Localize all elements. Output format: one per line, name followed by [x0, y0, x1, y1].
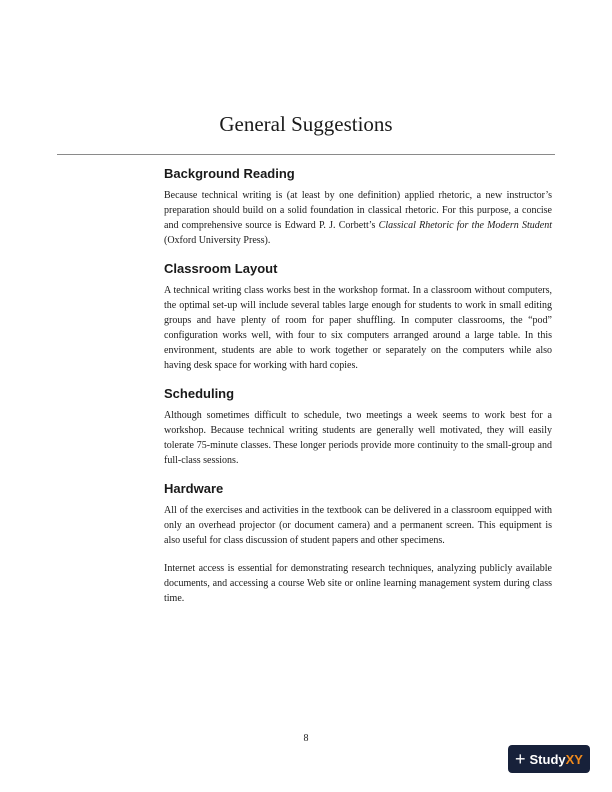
paragraph: A technical writing class works best in the workshop format. In a classroom without computers, the optimal set-up will include several tables large enough for students to work in small editing groups and have plenty of room for paper shuffling. In computer classrooms, the “pod” configuration works well, with four to six computers arranged around a large table. In this environment, students are able to work together or separately on the computers while also having desk space for working with hard copies. — [164, 285, 552, 371]
section-heading: Hardware — [164, 481, 224, 496]
studyxy-badge[interactable] — [508, 745, 590, 773]
paragraph: Although sometimes difficult to schedule, two meetings a week seems to work best for a workshop. Because technical writing students are generally well motivated, they will easily tolerate 75-minute classes. These longer periods provide more continuity to the small-group and full-class sessions. — [164, 410, 552, 466]
brand-name: Study — [529, 751, 566, 767]
paragraph-text: Because technical writing is (at least by one definition) applied rhetoric, a new instructor’s preparation should build on a solid foundation in classical rhetoric. For this purpose, a concise and comprehensive source is Edward P. J. Corbett’s — [164, 190, 552, 231]
book-title: Classical Rhetoric for the Modern Student — [378, 220, 552, 231]
plus-icon: + — [515, 749, 526, 769]
page-number: 8 — [303, 733, 309, 744]
paragraph: All of the exercises and activities in the textbook can be delivered in a classroom equipped with only an overhead projector (or document camera) and a permanent screen. This equipment is also useful for class discussion of student papers and other specimens. — [164, 505, 552, 546]
section-heading: Background Reading — [164, 166, 295, 181]
title-divider — [57, 154, 555, 155]
section-scheduling — [164, 386, 552, 468]
section-background-reading — [164, 166, 552, 248]
page-title: General Suggestions — [219, 112, 393, 136]
paragraph: Internet access is essential for demonstrating research techniques, analyzing publicly available documents, and accessing a course Web site or online learning management system during class time. — [164, 563, 552, 604]
section-hardware — [164, 481, 552, 606]
section-heading: Scheduling — [164, 386, 235, 401]
section-heading: Classroom Layout — [164, 261, 278, 276]
section-classroom-layout — [164, 261, 552, 373]
paragraph-text: (Oxford University Press). — [164, 235, 271, 246]
document-body — [164, 166, 552, 619]
paragraph — [164, 188, 552, 248]
brand-accent: XY — [565, 751, 583, 767]
